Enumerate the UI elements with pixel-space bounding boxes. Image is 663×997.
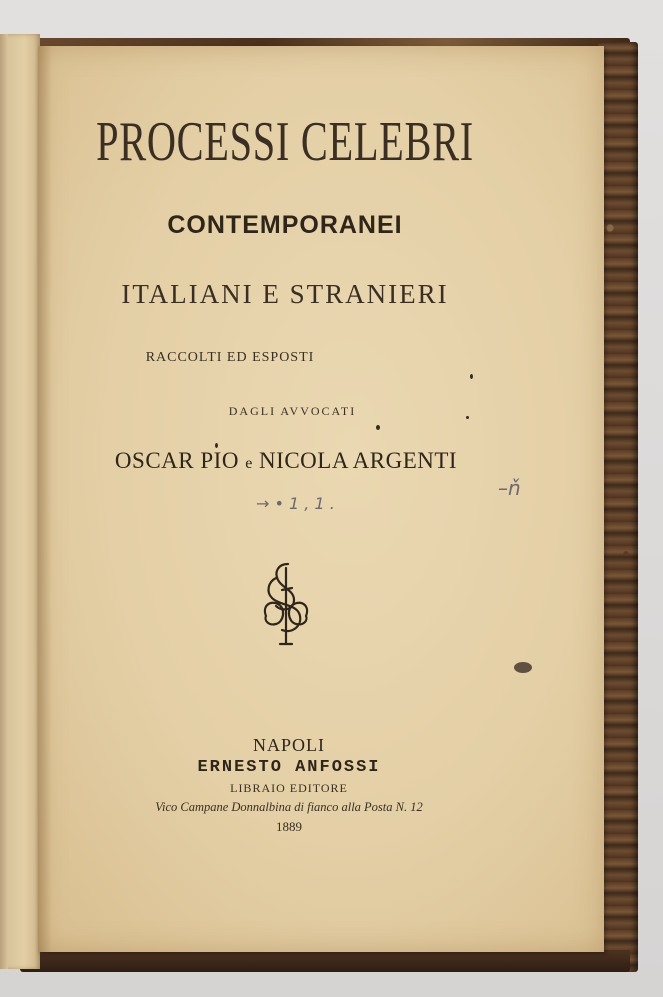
publisher-name: ERNESTO ANFOSSI (197, 758, 381, 777)
ink-spot (514, 662, 532, 673)
authors-line (0, 448, 572, 474)
author-2: NICOLA ARGENTI (259, 448, 458, 473)
publication-year: 1889 (276, 819, 302, 834)
publisher-monogram-icon (258, 560, 314, 650)
by-line: DAGLI AVVOCATI (228, 404, 357, 418)
pencil-note-center: → • 1 , 1 . (256, 494, 335, 513)
book-spine-binding (598, 42, 638, 972)
publisher-city: NAPOLI (253, 735, 325, 755)
publisher-address: Vico Campane Donnalbina di fianco alla Posta N. 12 (155, 800, 423, 814)
author-conjunction: e (245, 455, 253, 472)
pencil-note-right: –ň (498, 476, 521, 500)
publisher-role: LIBRAIO EDITORE (230, 781, 348, 795)
page-gutter-shadow (38, 46, 52, 952)
foxing-spot (470, 374, 473, 379)
book-title: PROCESSI CELEBRI (96, 111, 474, 173)
collected-line: RACCOLTI ED ESPOSTI (145, 350, 315, 365)
book-subtitle: CONTEMPORANEI (167, 211, 403, 239)
foxing-spot (376, 425, 380, 430)
book-bottom-edge (20, 950, 630, 972)
author-1: OSCAR PIO (114, 448, 239, 473)
book-subtitle-2: ITALIANI E STRANIERI (121, 279, 449, 309)
